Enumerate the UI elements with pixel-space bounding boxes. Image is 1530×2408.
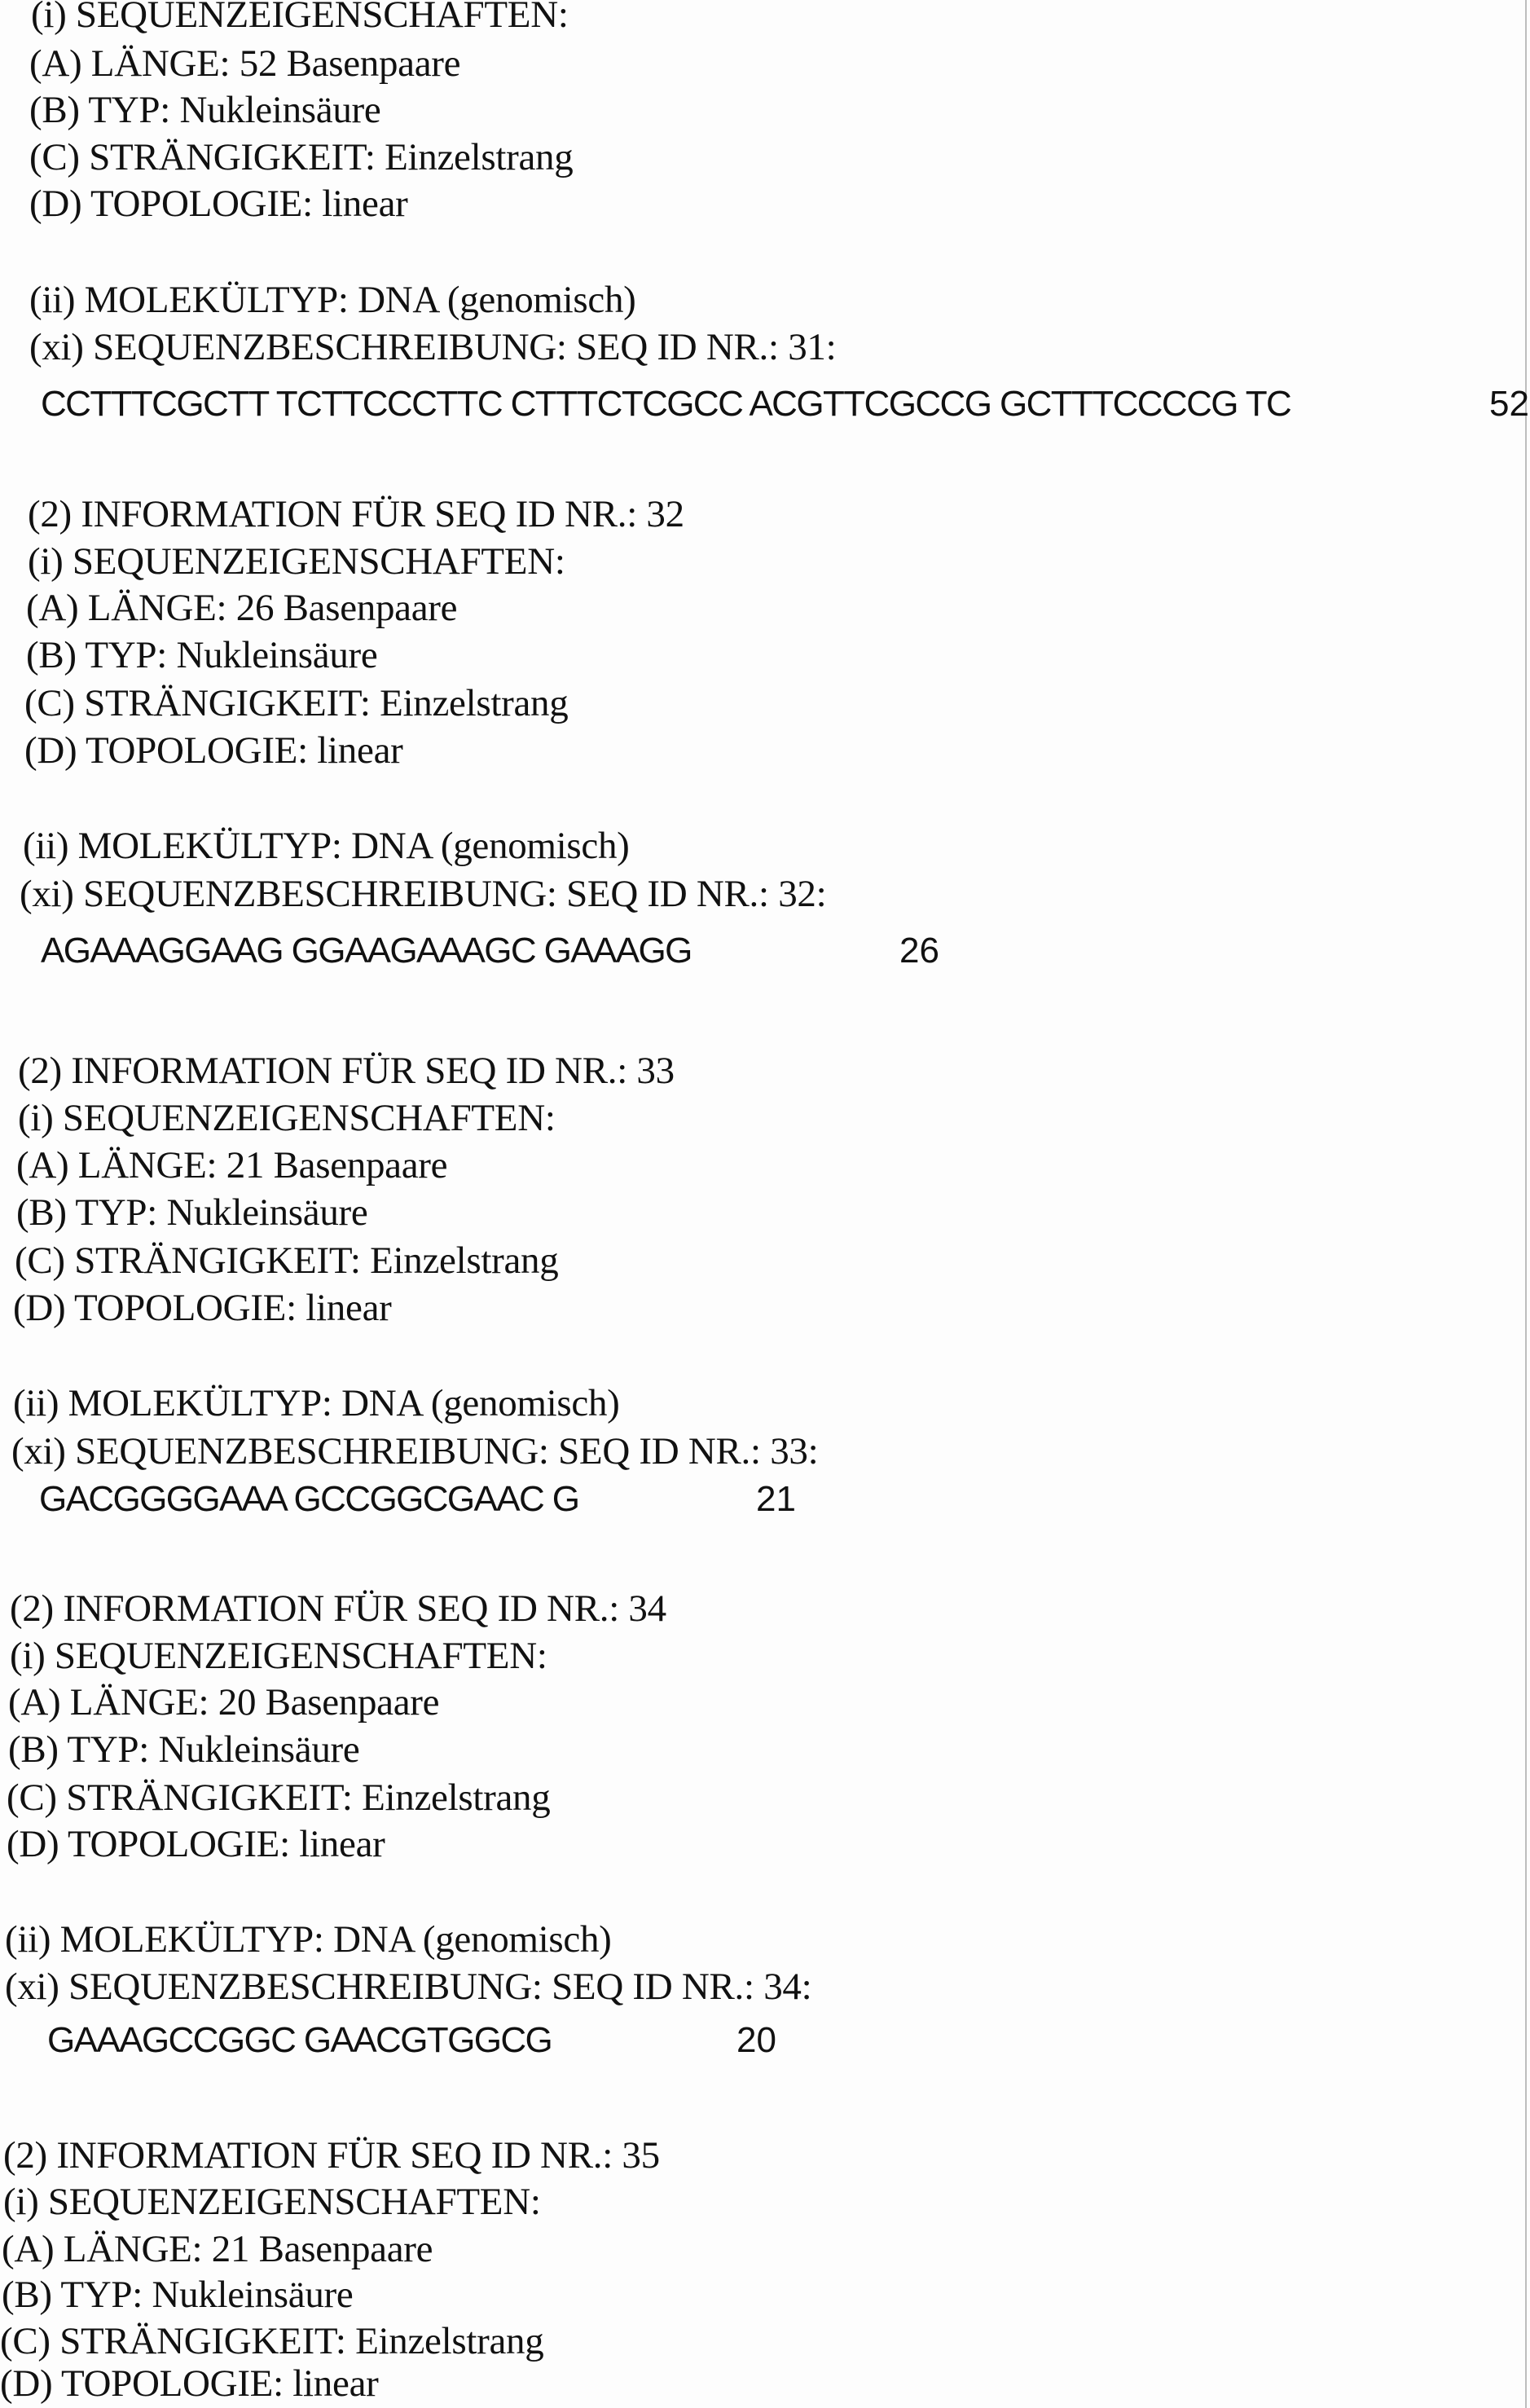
seq31-sequence: CCTTTCGCTT TCTTCCCTTC CTTTCTCGCC ACGTTCGCCG GCTTTCCCCG TC (41, 384, 1291, 424)
seq34-header: (2) INFORMATION FÜR SEQ ID NR.: 34 (10, 1587, 666, 1630)
seq31-type: (B) TYP: Nukleinsäure (29, 89, 381, 131)
seq34-type: (B) TYP: Nukleinsäure (8, 1728, 360, 1771)
seq33-sequence-length: 21 (756, 1479, 796, 1519)
seq32-properties-heading: (i) SEQUENZEIGENSCHAFTEN: (28, 540, 565, 583)
seq34-properties-heading: (i) SEQUENZEIGENSCHAFTEN: (10, 1635, 547, 1677)
seq32-sequence: AGAAAGGAAG GGAAGAAAGC GAAAGG (41, 931, 692, 971)
seq31-molecule-type: (ii) MOLEKÜLTYP: DNA (genomisch) (29, 279, 636, 321)
seq34-strandedness: (C) STRÄNGIGKEIT: Einzelstrang (7, 1776, 551, 1819)
seq34-topology: (D) TOPOLOGIE: linear (7, 1823, 385, 1865)
seq32-topology: (D) TOPOLOGIE: linear (24, 729, 403, 772)
seq35-strandedness: (C) STRÄNGIGKEIT: Einzelstrang (0, 2320, 544, 2362)
seq34-description: (xi) SEQUENZBESCHREIBUNG: SEQ ID NR.: 34: (5, 1966, 812, 2008)
seq35-type: (B) TYP: Nukleinsäure (2, 2274, 354, 2316)
seq33-strandedness: (C) STRÄNGIGKEIT: Einzelstrang (15, 1239, 559, 1282)
seq31-sequence-length: 52 (1489, 384, 1529, 424)
seq32-length: (A) LÄNGE: 26 Basenpaare (26, 587, 458, 629)
seq34-molecule-type: (ii) MOLEKÜLTYP: DNA (genomisch) (5, 1918, 612, 1961)
seq31-properties-heading: (i) SEQUENZEIGENSCHAFTEN: (31, 0, 569, 36)
seq35-properties-heading: (i) SEQUENZEIGENSCHAFTEN: (3, 2181, 541, 2223)
seq31-length: (A) LÄNGE: 52 Basenpaare (29, 42, 461, 85)
seq34-sequence: GAAAGCCGGC GAACGTGGCG (47, 2020, 552, 2060)
seq32-strandedness: (C) STRÄNGIGKEIT: Einzelstrang (24, 682, 569, 724)
seq31-strandedness: (C) STRÄNGIGKEIT: Einzelstrang (29, 136, 574, 178)
seq34-length: (A) LÄNGE: 20 Basenpaare (8, 1681, 440, 1723)
seq32-type: (B) TYP: Nukleinsäure (26, 634, 378, 676)
seq35-header: (2) INFORMATION FÜR SEQ ID NR.: 35 (3, 2134, 660, 2177)
seq33-description: (xi) SEQUENZBESCHREIBUNG: SEQ ID NR.: 33: (11, 1430, 819, 1473)
page-edge (1525, 0, 1527, 2408)
seq33-length: (A) LÄNGE: 21 Basenpaare (16, 1144, 448, 1186)
seq31-topology: (D) TOPOLOGIE: linear (29, 183, 408, 225)
seq33-topology: (D) TOPOLOGIE: linear (13, 1287, 392, 1329)
seq32-header: (2) INFORMATION FÜR SEQ ID NR.: 32 (28, 493, 684, 535)
seq35-length: (A) LÄNGE: 21 Basenpaare (2, 2228, 433, 2270)
seq32-sequence-length: 26 (899, 931, 939, 971)
seq33-type: (B) TYP: Nukleinsäure (16, 1191, 368, 1234)
seq32-molecule-type: (ii) MOLEKÜLTYP: DNA (genomisch) (23, 825, 630, 867)
seq33-molecule-type: (ii) MOLEKÜLTYP: DNA (genomisch) (13, 1382, 620, 1424)
seq31-description: (xi) SEQUENZBESCHREIBUNG: SEQ ID NR.: 31: (29, 326, 837, 368)
seq35-topology: (D) TOPOLOGIE: linear (0, 2362, 379, 2405)
seq34-sequence-length: 20 (736, 2020, 776, 2060)
seq33-sequence: GACGGGGAAA GCCGGCGAAC G (39, 1479, 579, 1519)
seq33-header: (2) INFORMATION FÜR SEQ ID NR.: 33 (18, 1050, 675, 1092)
seq33-properties-heading: (i) SEQUENZEIGENSCHAFTEN: (18, 1097, 556, 1139)
seq32-description: (xi) SEQUENZBESCHREIBUNG: SEQ ID NR.: 32: (20, 873, 827, 915)
